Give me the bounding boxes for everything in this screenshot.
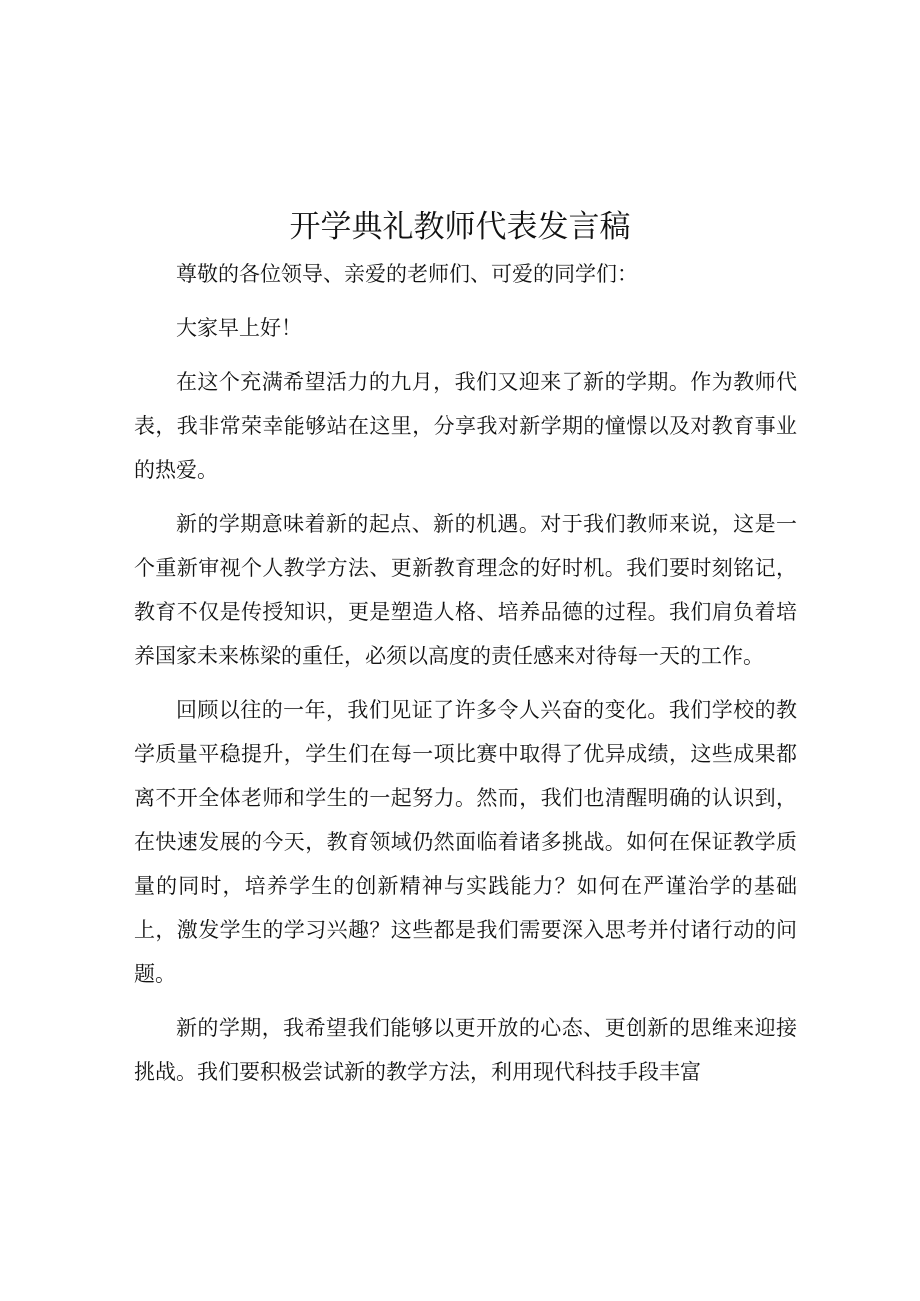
document-body	[134, 252, 797, 1104]
salutation: 尊敬的各位领导、亲爱的老师们、可爱的同学们：	[176, 262, 638, 286]
paragraph: 新的学期，我希望我们能够以更开放的心态、更创新的思维来迎接挑战。我们要积极尝试新的教学方法，利用现代科技手段丰富	[134, 1016, 797, 1084]
paragraph: 回顾以往的一年，我们见证了许多令人兴奋的变化。我们学校的教学质量平稳提升，学生们在每一项比赛中取得了优异成绩，这些成果都离不开全体老师和学生的一起努力。然而，我们也清醒明确的认识到，在快速发展的今天，教育领域仍然面临着诸多挑战。如何在保证教学质量的同时，培养学生的创新精神与实践能力？如何在严谨治学的基础上，激发学生的学习兴趣？这些都是我们需要深入思考并付诸行动的问题。	[134, 698, 797, 986]
greeting: 大家早上好！	[176, 316, 302, 340]
paragraph: 在这个充满希望活力的九月，我们又迎来了新的学期。作为教师代表，我非常荣幸能够站在这里，分享我对新学期的憧憬以及对教育事业的热爱。	[134, 370, 797, 482]
paragraph: 新的学期意味着新的起点、新的机遇。对于我们教师来说，这是一个重新审视个人教学方法、更新教育理念的好时机。我们要时刻铭记，教育不仅是传授知识，更是塑造人格、培养品德的过程。我们肩负着培养国家未来栋梁的重任，必须以高度的责任感来对待每一天的工作。	[134, 512, 797, 668]
document-title: 开学典礼教师代表发言稿	[289, 209, 631, 245]
